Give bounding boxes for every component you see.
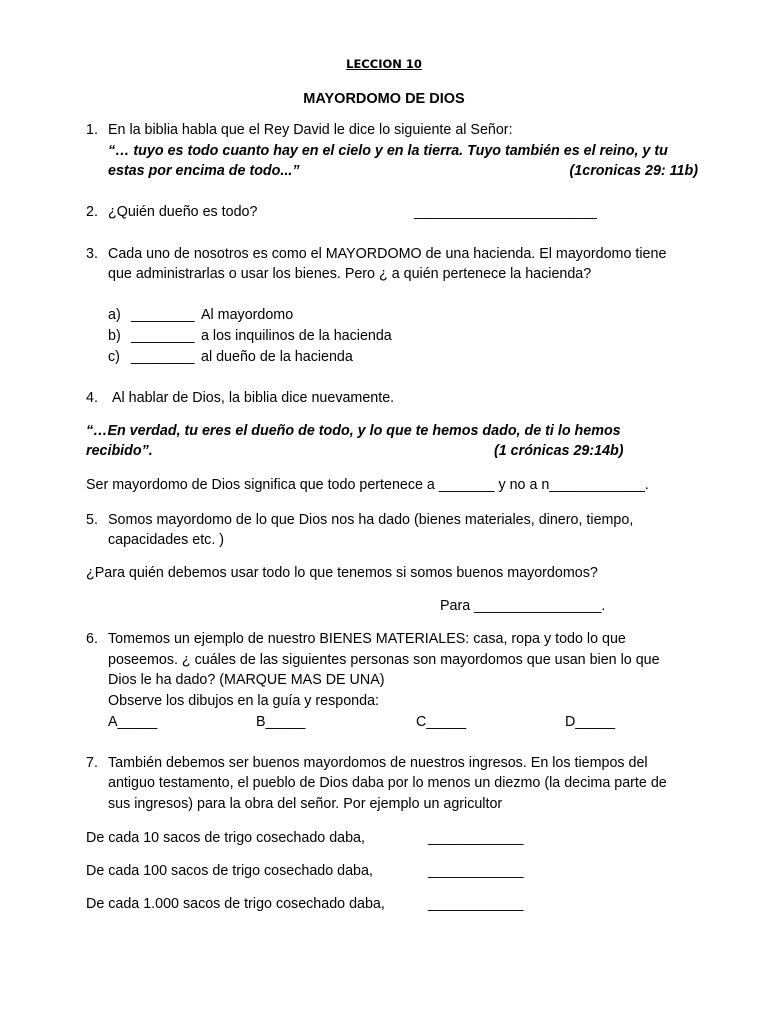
q4-quote-line1: “…En verdad, tu eres el dueño de todo, y lo que te hemos dado, de ti lo hemos bbox=[86, 423, 621, 439]
q7-row-1000-text: De cada 1.000 sacos de trigo cosechado daba, bbox=[86, 896, 385, 912]
q2-text: ¿Quién dueño es todo? bbox=[108, 204, 258, 220]
q3-number: 3. bbox=[86, 246, 98, 262]
q7-line1: También debemos ser buenos mayordomos de nuestros ingresos. En los tiempos del bbox=[108, 755, 648, 771]
q3-line2: que administrarlas o usar los bienes. Pero ¿ a quién pertenece la hacienda? bbox=[108, 266, 592, 282]
q6-choice-d[interactable]: D_____ bbox=[565, 714, 616, 730]
q6-line3: Dios le ha dado? (MARQUE MAS DE UNA) bbox=[108, 672, 385, 688]
q5-answer-line[interactable]: Para ________________. bbox=[440, 598, 606, 614]
q7-row-1000-blank[interactable]: ____________ bbox=[428, 896, 524, 912]
q7-line2: antiguo testamento, el pueblo de Dios daba por lo menos un diezmo (la decima parte de bbox=[108, 775, 667, 791]
lesson-number: LECCION 10 bbox=[346, 57, 422, 71]
q3-line1: Cada uno de nosotros es como el MAYORDOMO de una hacienda. El mayordomo tiene bbox=[108, 246, 667, 262]
q3-option-c-letter: c) bbox=[108, 349, 120, 365]
q6-line1: Tomemos un ejemplo de nuestro BIENES MATERIALES: casa, ropa y todo lo que bbox=[108, 631, 626, 647]
q2-answer-blank[interactable]: _______________________ bbox=[414, 204, 597, 220]
q6-number: 6. bbox=[86, 631, 98, 647]
q4-statement: Ser mayordomo de Dios significa que todo pertenece a _______ y no a n____________. bbox=[86, 477, 649, 493]
q5-line1: Somos mayordomo de lo que Dios nos ha dado (bienes materiales, dinero, tiempo, bbox=[108, 512, 634, 528]
q4-text: Al hablar de Dios, la biblia dice nuevamente. bbox=[112, 390, 395, 406]
q6-line4: Observe los dibujos en la guía y responda: bbox=[108, 693, 380, 709]
page-title: MAYORDOMO DE DIOS bbox=[303, 91, 465, 107]
q4-quote-line2: recibido”. bbox=[86, 443, 153, 459]
q6-line2: poseemos. ¿ cuáles de las siguientes personas son mayordomos que usan bien lo que bbox=[108, 652, 660, 668]
q7-row-10-text: De cada 10 sacos de trigo cosechado daba, bbox=[86, 830, 365, 846]
q7-row-100-blank[interactable]: ____________ bbox=[428, 863, 524, 879]
q7-line3: sus ingresos) para la obra del señor. Por ejemplo un agricultor bbox=[108, 796, 503, 812]
q3-option-c-blank[interactable]: ________ bbox=[131, 349, 195, 365]
q5-line2: capacidades etc. ) bbox=[108, 532, 225, 548]
q7-number: 7. bbox=[86, 755, 98, 771]
q7-row-100-text: De cada 100 sacos de trigo cosechado daba, bbox=[86, 863, 373, 879]
q3-option-b-blank[interactable]: ________ bbox=[131, 328, 195, 344]
q3-option-a-text: Al mayordomo bbox=[201, 307, 294, 323]
q5-number: 5. bbox=[86, 512, 98, 528]
q1-quote-line2: estas por encima de todo...” bbox=[108, 163, 300, 179]
q5-question: ¿Para quién debemos usar todo lo que tenemos si somos buenos mayordomos? bbox=[86, 565, 598, 581]
q3-option-b-letter: b) bbox=[108, 328, 121, 344]
q1-reference: (1cronicas 29: 11b) bbox=[569, 163, 698, 179]
q3-option-b-text: a los inquilinos de la hacienda bbox=[201, 328, 392, 344]
q1-number: 1. bbox=[86, 122, 98, 138]
q1-quote-line1: “… tuyo es todo cuanto hay en el cielo y en la tierra. Tuyo también es el reino, y tu bbox=[108, 143, 668, 159]
q4-reference: (1 crónicas 29:14b) bbox=[494, 443, 624, 459]
q6-choice-a[interactable]: A_____ bbox=[108, 714, 158, 730]
q3-option-a-letter: a) bbox=[108, 307, 121, 323]
q3-option-a-blank[interactable]: ________ bbox=[131, 307, 195, 323]
q7-row-10-blank[interactable]: ____________ bbox=[428, 830, 524, 846]
q3-option-c-text: al dueño de la hacienda bbox=[201, 349, 353, 365]
q2-number: 2. bbox=[86, 204, 98, 220]
q6-choice-c[interactable]: C_____ bbox=[416, 714, 467, 730]
q4-number: 4. bbox=[86, 390, 98, 406]
q1-text: En la biblia habla que el Rey David le dice lo siguiente al Señor: bbox=[108, 122, 513, 138]
q6-choice-b[interactable]: B_____ bbox=[256, 714, 306, 730]
